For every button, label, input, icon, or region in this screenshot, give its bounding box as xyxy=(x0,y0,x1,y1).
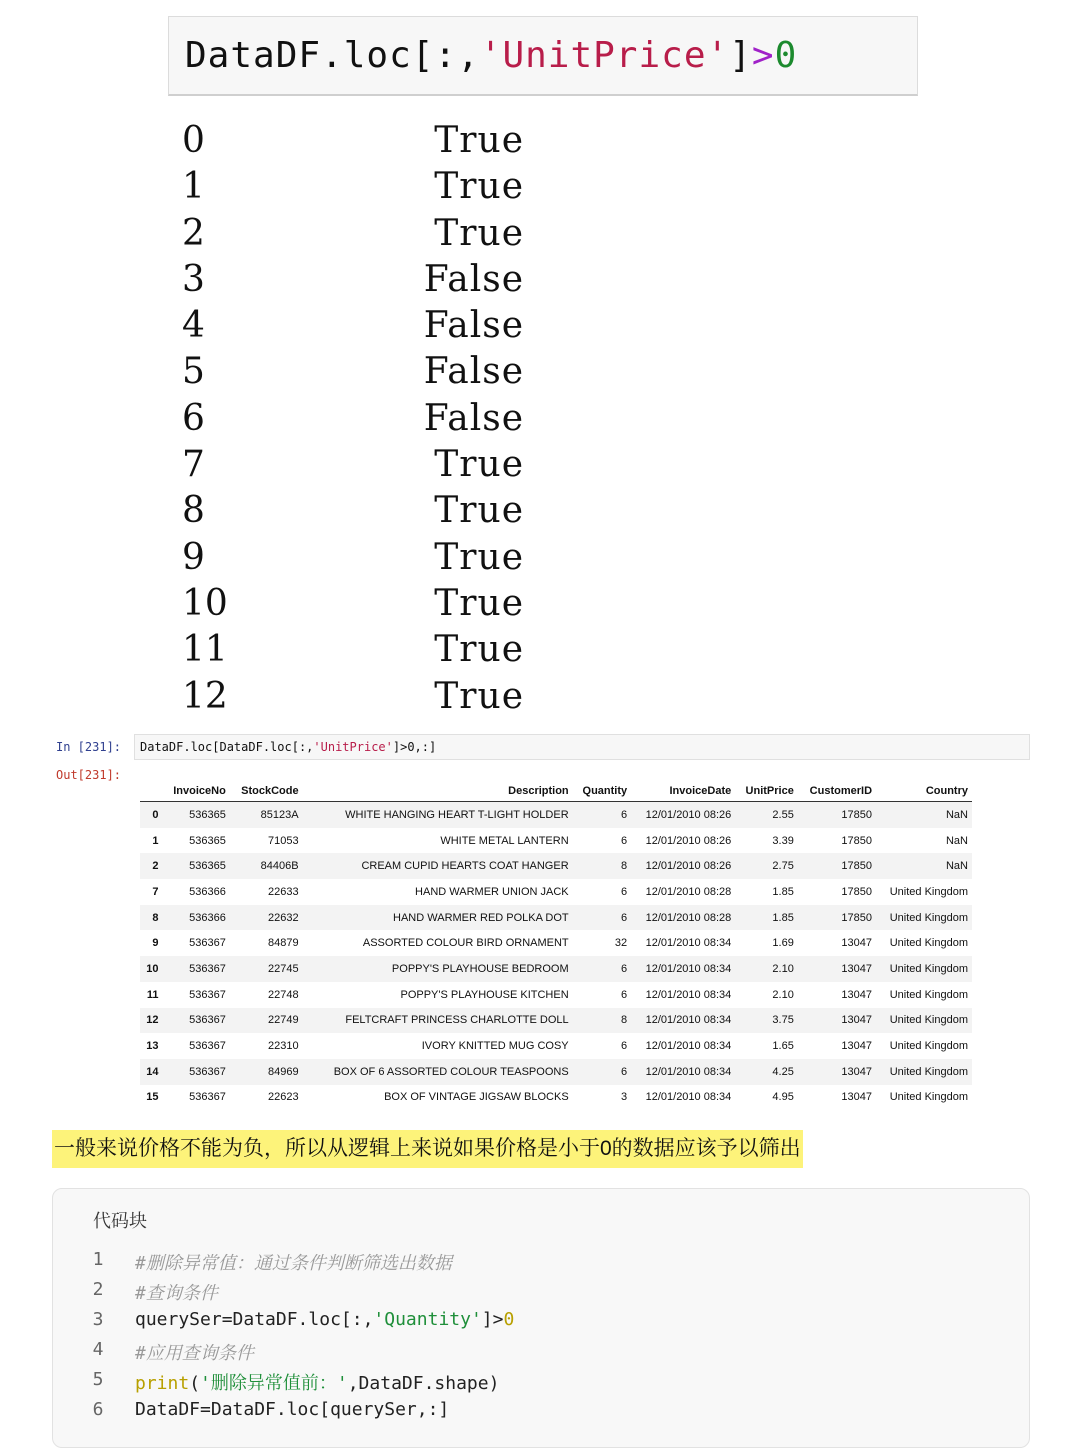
table-cell: 22623 xyxy=(268,1091,299,1104)
series-row xyxy=(180,164,540,210)
table-cell: 22749 xyxy=(268,1014,299,1027)
code-token: 'Quantity' xyxy=(373,1309,482,1330)
row-index: 9 xyxy=(152,937,159,950)
table-cell: 536365 xyxy=(189,860,226,873)
code-operator: > xyxy=(751,35,775,76)
table-cell: 22745 xyxy=(268,962,299,975)
table-cell: NaN xyxy=(945,860,968,873)
input-code-part: ]>0,:] xyxy=(392,740,437,754)
series-index: 4 xyxy=(182,305,205,347)
table-cell: 8 xyxy=(621,1014,628,1027)
table-cell: 6 xyxy=(621,962,628,975)
table-cell: 6 xyxy=(621,988,628,1001)
row-index: 13 xyxy=(146,1040,159,1053)
code-text xyxy=(135,1339,254,1365)
table-cell: POPPY'S PLAYHOUSE BEDROOM xyxy=(391,962,569,975)
series-row xyxy=(180,303,540,349)
series-row xyxy=(180,674,540,720)
code-text xyxy=(135,1399,449,1420)
code-bracket: ] xyxy=(729,35,752,76)
table-cell: 22748 xyxy=(268,988,299,1001)
series-value: False xyxy=(423,397,524,439)
table-cell: United Kingdom xyxy=(889,1040,968,1053)
table-cell: 12/01/2010 08:34 xyxy=(645,962,732,975)
table-cell: 3.39 xyxy=(772,834,794,847)
table-cell: United Kingdom xyxy=(889,885,968,898)
series-row xyxy=(180,627,540,673)
line-number: 2 xyxy=(92,1279,104,1300)
series-row xyxy=(180,349,540,395)
table-cell: 4.95 xyxy=(772,1091,794,1104)
table-cell: 12/01/2010 08:34 xyxy=(645,988,732,1001)
table-cell: 1.65 xyxy=(772,1040,794,1053)
code-token: DataDF=DataDF.loc[querySer,:] xyxy=(135,1399,450,1420)
table-cell: 12/01/2010 08:34 xyxy=(645,937,732,950)
table-cell: 2.10 xyxy=(772,988,794,1001)
top-code-line xyxy=(185,35,797,76)
series-index: 9 xyxy=(182,536,205,578)
row-index: 15 xyxy=(146,1091,159,1104)
table-cell: 84879 xyxy=(268,937,299,950)
series-value: True xyxy=(434,120,524,161)
table-cell: 12/01/2010 08:26 xyxy=(645,808,732,821)
table-cell: 536366 xyxy=(189,911,226,924)
column-header: CustomerID xyxy=(798,780,876,802)
notebook-input-cell xyxy=(56,734,1030,760)
table-cell: United Kingdom xyxy=(889,988,968,1001)
code-object: DataDF.loc[:, xyxy=(185,35,480,76)
table-cell: WHITE HANGING HEART T-LIGHT HOLDER xyxy=(345,808,569,821)
table-cell: 3.75 xyxy=(772,1014,794,1027)
series-index: 8 xyxy=(182,490,205,532)
table-cell: 536367 xyxy=(189,988,226,1001)
table-cell: HAND WARMER UNION JACK xyxy=(415,885,569,898)
code-string: 'UnitPrice' xyxy=(479,35,730,76)
table-cell: United Kingdom xyxy=(889,911,968,924)
series-value: True xyxy=(434,444,524,486)
row-index: 7 xyxy=(152,885,159,898)
table-cell: 17850 xyxy=(841,911,873,924)
table-cell: 2.10 xyxy=(772,962,794,975)
series-index: 0 xyxy=(182,120,205,161)
series-value: True xyxy=(434,675,524,717)
series-row xyxy=(180,257,540,303)
row-index: 10 xyxy=(146,962,159,975)
table-cell: 13047 xyxy=(841,1091,873,1104)
table-cell: FELTCRAFT PRINCESS CHARLOTTE DOLL xyxy=(345,1014,569,1027)
table-cell: 1.85 xyxy=(772,911,794,924)
series-value: False xyxy=(423,305,524,347)
line-number: 5 xyxy=(92,1369,104,1390)
series-row xyxy=(180,535,540,581)
row-index: 8 xyxy=(152,911,159,924)
code-token: querySer=DataDF.loc[:, xyxy=(135,1309,374,1330)
code-token: ( xyxy=(189,1373,201,1394)
series-row xyxy=(180,396,540,442)
series-value: True xyxy=(434,212,524,254)
table-row xyxy=(140,802,972,828)
table-cell: 6 xyxy=(621,1065,628,1078)
table-cell: CREAM CUPID HEARTS COAT HANGER xyxy=(361,860,569,873)
column-header: UnitPrice xyxy=(735,780,798,802)
column-header: Quantity xyxy=(573,780,632,802)
series-row xyxy=(180,118,540,164)
output-prompt: Out[231]: xyxy=(56,768,122,782)
table-header-row xyxy=(140,780,972,802)
table-cell: United Kingdom xyxy=(889,962,968,975)
line-number: 4 xyxy=(92,1339,104,1360)
table-row xyxy=(140,1085,972,1111)
row-index: 12 xyxy=(146,1014,159,1027)
line-number: 3 xyxy=(92,1309,104,1330)
series-row xyxy=(180,581,540,627)
series-index: 5 xyxy=(182,351,205,393)
code-line xyxy=(53,1335,1029,1365)
column-header: Description xyxy=(303,780,573,802)
code-block xyxy=(52,1188,1030,1448)
table-cell: 4.25 xyxy=(772,1065,794,1078)
row-index: 14 xyxy=(146,1065,159,1078)
table-cell: POPPY'S PLAYHOUSE KITCHEN xyxy=(400,988,569,1001)
input-code-part: DataDF.loc[DataDF.loc[:, xyxy=(140,740,314,754)
table-row xyxy=(140,1033,972,1059)
series-value: True xyxy=(434,582,524,624)
table-cell: 13047 xyxy=(841,1014,873,1027)
top-code-block xyxy=(168,16,918,96)
series-row xyxy=(180,211,540,257)
table-cell: 2.55 xyxy=(772,808,794,821)
code-number: 0 xyxy=(774,35,798,76)
table-cell: 536367 xyxy=(189,1065,226,1078)
table-cell: WHITE METAL LANTERN xyxy=(440,834,569,847)
series-index: 1 xyxy=(182,166,205,208)
table-cell: 13047 xyxy=(841,1065,873,1078)
table-row xyxy=(140,853,972,879)
series-index: 2 xyxy=(182,212,205,254)
table-cell: BOX OF 6 ASSORTED COLOUR TEASPOONS xyxy=(333,1065,569,1078)
table-row xyxy=(140,1059,972,1085)
table-cell: 6 xyxy=(621,885,628,898)
code-text xyxy=(135,1249,452,1275)
series-index: 7 xyxy=(182,444,205,486)
table-cell: 84406B xyxy=(260,860,299,873)
row-index: 1 xyxy=(152,834,159,847)
table-cell: 3 xyxy=(621,1091,628,1104)
table-row xyxy=(140,905,972,931)
code-input-area[interactable] xyxy=(134,734,1030,760)
table-cell: 1.85 xyxy=(772,885,794,898)
highlighted-note: 一般来说价格不能为负，所以从逻辑上来说如果价格是小于0的数据应该予以筛出 xyxy=(52,1130,803,1168)
table-row xyxy=(140,982,972,1008)
table-cell: 22633 xyxy=(268,885,299,898)
column-header: InvoiceDate xyxy=(631,780,735,802)
table-cell: 2.75 xyxy=(772,860,794,873)
code-token: ,DataDF.shape) xyxy=(347,1373,500,1394)
dataframe-table xyxy=(140,780,972,1110)
row-index: 11 xyxy=(146,988,159,1001)
code-line xyxy=(53,1395,1029,1425)
code-token: ]> xyxy=(481,1309,504,1330)
table-cell: 13047 xyxy=(841,937,873,950)
table-cell: BOX OF VINTAGE JIGSAW BLOCKS xyxy=(384,1091,569,1104)
series-value: False xyxy=(423,258,524,300)
table-row xyxy=(140,930,972,956)
code-text xyxy=(135,1309,514,1330)
table-cell: United Kingdom xyxy=(889,1065,968,1078)
table-cell: 13047 xyxy=(841,1040,873,1053)
series-value: True xyxy=(434,490,524,532)
table-cell: United Kingdom xyxy=(889,1091,968,1104)
code-token: #删除异常值：通过条件判断筛选出数据 xyxy=(135,1253,452,1274)
table-cell: NaN xyxy=(945,834,968,847)
code-block-title: 代码块 xyxy=(93,1211,147,1231)
code-line xyxy=(53,1245,1029,1275)
table-cell: IVORY KNITTED MUG COSY xyxy=(421,1040,569,1053)
code-line xyxy=(53,1365,1029,1395)
column-header xyxy=(140,780,163,802)
table-cell: 12/01/2010 08:34 xyxy=(645,1065,732,1078)
table-cell: 22632 xyxy=(268,911,299,924)
table-cell: 32 xyxy=(614,937,628,950)
series-value: False xyxy=(423,351,524,393)
table-cell: 536367 xyxy=(189,1014,226,1027)
series-row xyxy=(180,488,540,534)
series-row xyxy=(180,442,540,488)
line-number: 6 xyxy=(92,1399,104,1420)
series-index: 11 xyxy=(182,629,228,671)
table-row xyxy=(140,879,972,905)
input-code-string: 'UnitPrice' xyxy=(313,740,393,754)
table-cell: 13047 xyxy=(841,962,873,975)
table-cell: 536366 xyxy=(189,885,226,898)
table-cell: 12/01/2010 08:26 xyxy=(645,860,732,873)
table-cell: United Kingdom xyxy=(889,1014,968,1027)
column-header: InvoiceNo xyxy=(163,780,230,802)
table-cell: ASSORTED COLOUR BIRD ORNAMENT xyxy=(362,937,569,950)
table-cell: 17850 xyxy=(841,860,873,873)
code-token: '删除异常值前：' xyxy=(200,1373,348,1394)
series-index: 3 xyxy=(182,258,205,300)
table-cell: 6 xyxy=(621,834,628,847)
table-cell: 536367 xyxy=(189,962,226,975)
table-row xyxy=(140,828,972,854)
table-cell: 6 xyxy=(621,911,628,924)
table-cell: 13047 xyxy=(841,988,873,1001)
input-code xyxy=(140,740,436,754)
table-cell: 536367 xyxy=(189,1040,226,1053)
table-cell: 85123A xyxy=(260,808,299,821)
column-header: Country xyxy=(876,780,972,802)
code-text xyxy=(135,1369,499,1395)
table-cell: 12/01/2010 08:28 xyxy=(645,885,732,898)
table-cell: 17850 xyxy=(841,834,873,847)
table-cell: 71053 xyxy=(268,834,299,847)
table-cell: 8 xyxy=(621,860,628,873)
table-cell: 12/01/2010 08:34 xyxy=(645,1040,732,1053)
series-index: 10 xyxy=(182,582,228,624)
table-cell: 6 xyxy=(621,808,628,821)
table-cell: 22310 xyxy=(268,1040,299,1053)
table-cell: 536365 xyxy=(189,808,226,821)
code-lines xyxy=(53,1245,1029,1425)
table-cell: 12/01/2010 08:34 xyxy=(645,1091,732,1104)
line-number: 1 xyxy=(92,1249,104,1270)
series-index: 6 xyxy=(182,397,205,439)
table-cell: 12/01/2010 08:34 xyxy=(645,1014,732,1027)
table-cell: 1.69 xyxy=(772,937,794,950)
table-cell: 17850 xyxy=(841,885,873,898)
code-token: 0 xyxy=(503,1309,515,1330)
row-index: 0 xyxy=(152,808,159,821)
row-index: 2 xyxy=(152,860,159,873)
series-output xyxy=(180,118,540,720)
table-cell: 12/01/2010 08:28 xyxy=(645,911,732,924)
table-cell: 6 xyxy=(621,1040,628,1053)
series-value: True xyxy=(434,536,524,578)
code-token: #应用查询条件 xyxy=(135,1343,254,1364)
table-cell: 536367 xyxy=(189,1091,226,1104)
table-cell: 536365 xyxy=(189,834,226,847)
column-header: StockCode xyxy=(230,780,303,802)
code-line xyxy=(53,1275,1029,1305)
table-cell: 536367 xyxy=(189,937,226,950)
code-token: #查询条件 xyxy=(135,1283,218,1304)
code-line xyxy=(53,1305,1029,1335)
table-cell: HAND WARMER RED POLKA DOT xyxy=(393,911,569,924)
table-cell: 17850 xyxy=(841,808,873,821)
input-prompt: In [231]: xyxy=(56,740,122,754)
series-index: 12 xyxy=(182,675,228,717)
table-row xyxy=(140,1008,972,1034)
code-token: print xyxy=(135,1373,190,1394)
series-value: True xyxy=(434,166,524,208)
table-cell: 84969 xyxy=(268,1065,299,1078)
table-row xyxy=(140,956,972,982)
code-text xyxy=(135,1279,218,1305)
table-cell: United Kingdom xyxy=(889,937,968,950)
series-value: True xyxy=(434,629,524,671)
table-cell: NaN xyxy=(945,808,968,821)
table-cell: 12/01/2010 08:26 xyxy=(645,834,732,847)
